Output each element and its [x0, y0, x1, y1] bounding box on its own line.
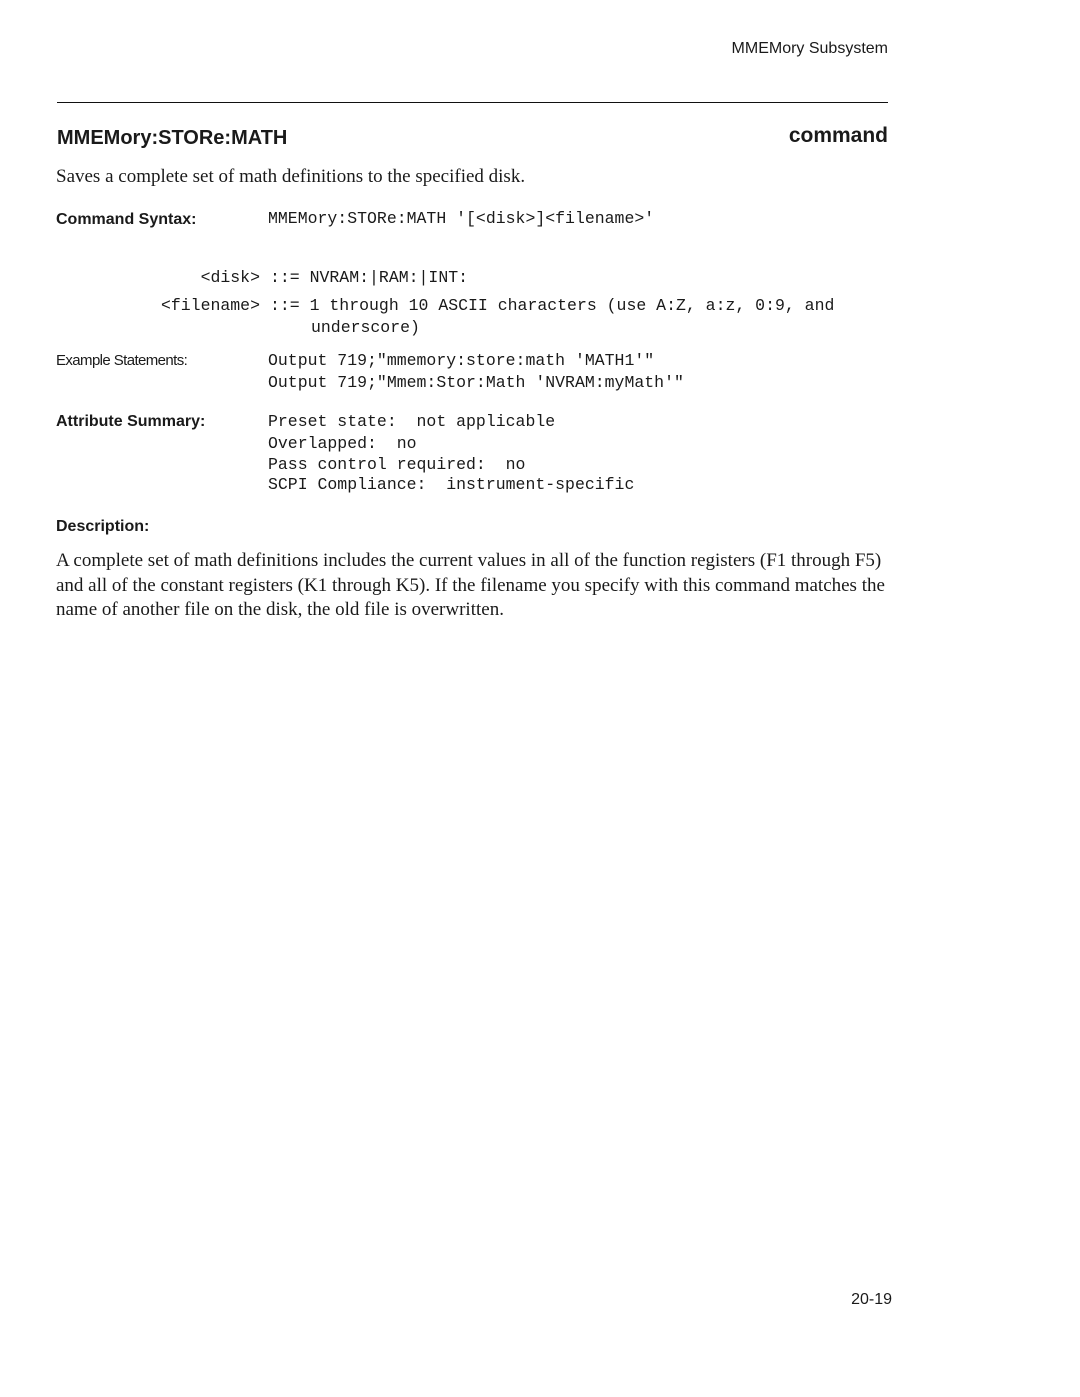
param-filename-continuation: underscore)	[311, 318, 420, 337]
attribute-line: Preset state: not applicable	[268, 412, 556, 431]
command-syntax-label: Command Syntax:	[56, 211, 197, 228]
description-label: Description:	[56, 518, 150, 535]
running-header: MMEMory Subsystem	[731, 40, 888, 57]
page-number: 20-19	[851, 1291, 892, 1308]
command-summary: Saves a complete set of math definitions to the specified disk.	[56, 166, 526, 187]
example-statements-label: Example Statements:	[56, 352, 188, 369]
command-type: command	[788, 124, 888, 147]
example-line: Output 719;"Mmem:Stor:Math 'NVRAM:myMath'"	[268, 373, 684, 392]
attribute-line: Pass control required: no	[268, 455, 526, 474]
param-disk-name: <disk>	[200, 268, 260, 287]
example-line: Output 719;"mmemory:store:math 'MATH1'"	[268, 351, 655, 370]
param-filename-definition: ::= 1 through 10 ASCII characters (use A:Z, a:z, 0:9, and	[270, 296, 835, 315]
param-filename-name: <filename>	[160, 296, 260, 315]
attribute-summary-label: Attribute Summary:	[56, 413, 206, 430]
param-disk-definition: ::= NVRAM:|RAM:|INT:	[270, 268, 469, 287]
header-rule	[57, 102, 888, 103]
attribute-line: SCPI Compliance: instrument-specific	[268, 475, 635, 494]
command-syntax-value: MMEMory:STORe:MATH '[<disk>]<filename>'	[268, 209, 655, 228]
description-text: A complete set of math definitions includes the current values in all of the function registers (F1 through F5) and all of the constant registers (K1 through K5). If the filename you specify with this command matches the name of another file on the disk, the old file is overwritten.	[56, 550, 885, 620]
attribute-line: Overlapped: no	[268, 434, 417, 453]
command-title: MMEMory:STORe:MATH	[57, 127, 288, 149]
